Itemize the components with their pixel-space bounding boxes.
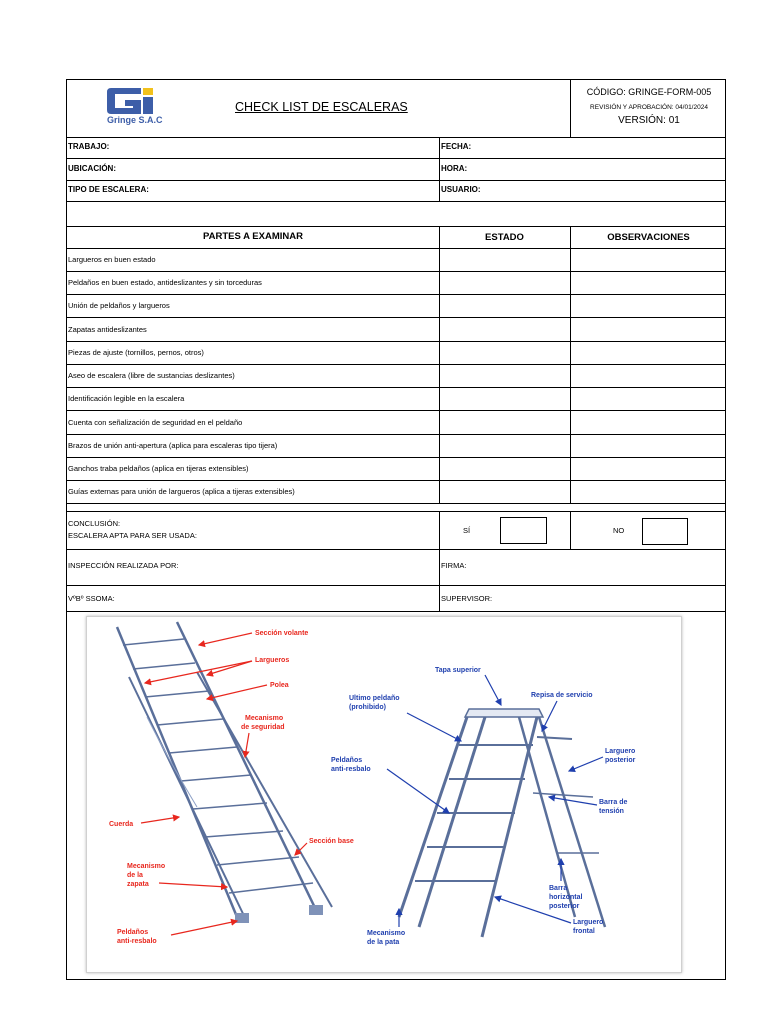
- firma-label: FIRMA:: [441, 561, 467, 570]
- fecha-label: FECHA:: [441, 142, 472, 151]
- mecanismo-zapata-caption-1: Mecanismo: [127, 863, 166, 870]
- form-revision: REVISIÓN Y APROBACIÓN: 04/01/2024: [590, 104, 708, 111]
- supervisor-label: SUPERVISOR:: [441, 594, 493, 603]
- si-checkbox[interactable]: [500, 517, 547, 544]
- item-row: Unión de peldaños y largueros: [68, 301, 170, 310]
- col-observaciones-header: OBSERVACIONES: [607, 232, 690, 243]
- seccion-base-caption: Sección base: [309, 838, 354, 845]
- barra-horizontal-caption-1: Barra: [549, 885, 568, 892]
- mecanismo-zapata-caption-2: de la: [127, 872, 143, 879]
- col-estado-header: ESTADO: [485, 232, 524, 243]
- ladder-diagram: [86, 616, 682, 973]
- item-row: Ganchos traba peldaños (aplica en tijeras extensibles): [68, 464, 249, 473]
- item-row: Brazos de unión anti-apertura (aplica para escaleras tipo tijera): [68, 441, 278, 450]
- mecanismo-pata-caption-1: Mecanismo: [367, 930, 406, 937]
- item-row: Guías externas para unión de largueros (aplica a tijeras extensibles): [68, 487, 295, 496]
- item-row: Aseo de escalera (libre de sustancias deslizantes): [68, 371, 235, 380]
- col-partes-header: PARTES A EXAMINAR: [203, 231, 303, 242]
- item-row: Largueros en buen estado: [68, 255, 156, 264]
- company-logo: [103, 84, 165, 128]
- item-row: Identificación legible en la escalera: [68, 394, 185, 403]
- ultimo-peldano-caption-1: Ultimo peldaño: [349, 695, 400, 702]
- conclusion-label: CONCLUSIÓN:: [68, 519, 121, 528]
- logo-text: Gringe S.A.C: [107, 115, 163, 125]
- apta-label: ESCALERA APTA PARA SER USADA:: [68, 531, 197, 540]
- largueros-caption: Largueros: [255, 657, 290, 664]
- repisa-servicio-caption: Repisa de servicio: [531, 692, 593, 699]
- inspeccion-label: INSPECCIÓN REALIZADA POR:: [68, 561, 179, 570]
- form-code: CÓDIGO: GRINGE-FORM-005: [586, 87, 712, 97]
- ubicacion-label: UBICACIÓN:: [68, 164, 116, 173]
- no-checkbox[interactable]: [642, 518, 688, 545]
- item-row: Zapatas antideslizantes: [68, 325, 147, 334]
- cuerda-caption: Cuerda: [109, 821, 134, 828]
- ssoma-label: VºBº SSOMA:: [68, 594, 115, 603]
- item-row: Cuenta con señalización de seguridad en el peldaño: [68, 418, 243, 427]
- form-version: VERSIÓN: 01: [618, 115, 680, 126]
- mecanismo-seguridad-caption-2: de seguridad: [241, 724, 285, 731]
- ultimo-peldano-caption-2: (prohibido): [349, 704, 386, 711]
- checklist-form: [66, 79, 726, 980]
- peldanos-tijera-caption-1: Peldaños: [331, 757, 363, 764]
- larguero-posterior-caption-2: posterior: [605, 757, 636, 764]
- larguero-frontal-caption-2: frontal: [573, 928, 595, 935]
- hora-label: HORA:: [441, 164, 468, 173]
- seccion-volante-caption: Sección volante: [255, 630, 309, 637]
- larguero-posterior-caption-1: Larguero: [605, 748, 636, 755]
- trabajo-label: TRABAJO:: [68, 142, 110, 151]
- mecanismo-seguridad-caption-1: Mecanismo: [245, 715, 284, 722]
- no-label: NO: [613, 526, 625, 535]
- larguero-frontal-caption-1: Larguero: [573, 919, 604, 926]
- peldanos-ext-caption-1: Peldaños: [117, 929, 149, 936]
- tapa-superior-caption: Tapa superior: [435, 667, 481, 674]
- si-label: SÍ: [463, 526, 471, 535]
- mecanismo-pata-caption-2: de la pata: [367, 939, 400, 946]
- peldanos-ext-caption-2: anti-resbalo: [117, 938, 157, 945]
- barra-horizontal-caption-3: posterior: [549, 903, 580, 910]
- item-row: Peldaños en buen estado, antideslizantes y sin torceduras: [68, 278, 262, 287]
- item-row: Piezas de ajuste (tornillos, pernos, otros): [68, 348, 204, 357]
- barra-tension-caption-2: tensión: [599, 808, 624, 815]
- usuario-label: USUARIO:: [441, 185, 481, 194]
- form-title: CHECK LIST DE ESCALERAS: [235, 100, 408, 114]
- mecanismo-zapata-caption-3: zapata: [127, 881, 149, 888]
- barra-tension-caption-1: Barra de: [599, 799, 628, 806]
- peldanos-tijera-caption-2: anti-resbalo: [331, 766, 371, 773]
- barra-horizontal-caption-2: horizontal: [549, 894, 583, 901]
- tipo-label: TIPO DE ESCALERA:: [68, 185, 149, 194]
- polea-caption: Polea: [270, 682, 289, 689]
